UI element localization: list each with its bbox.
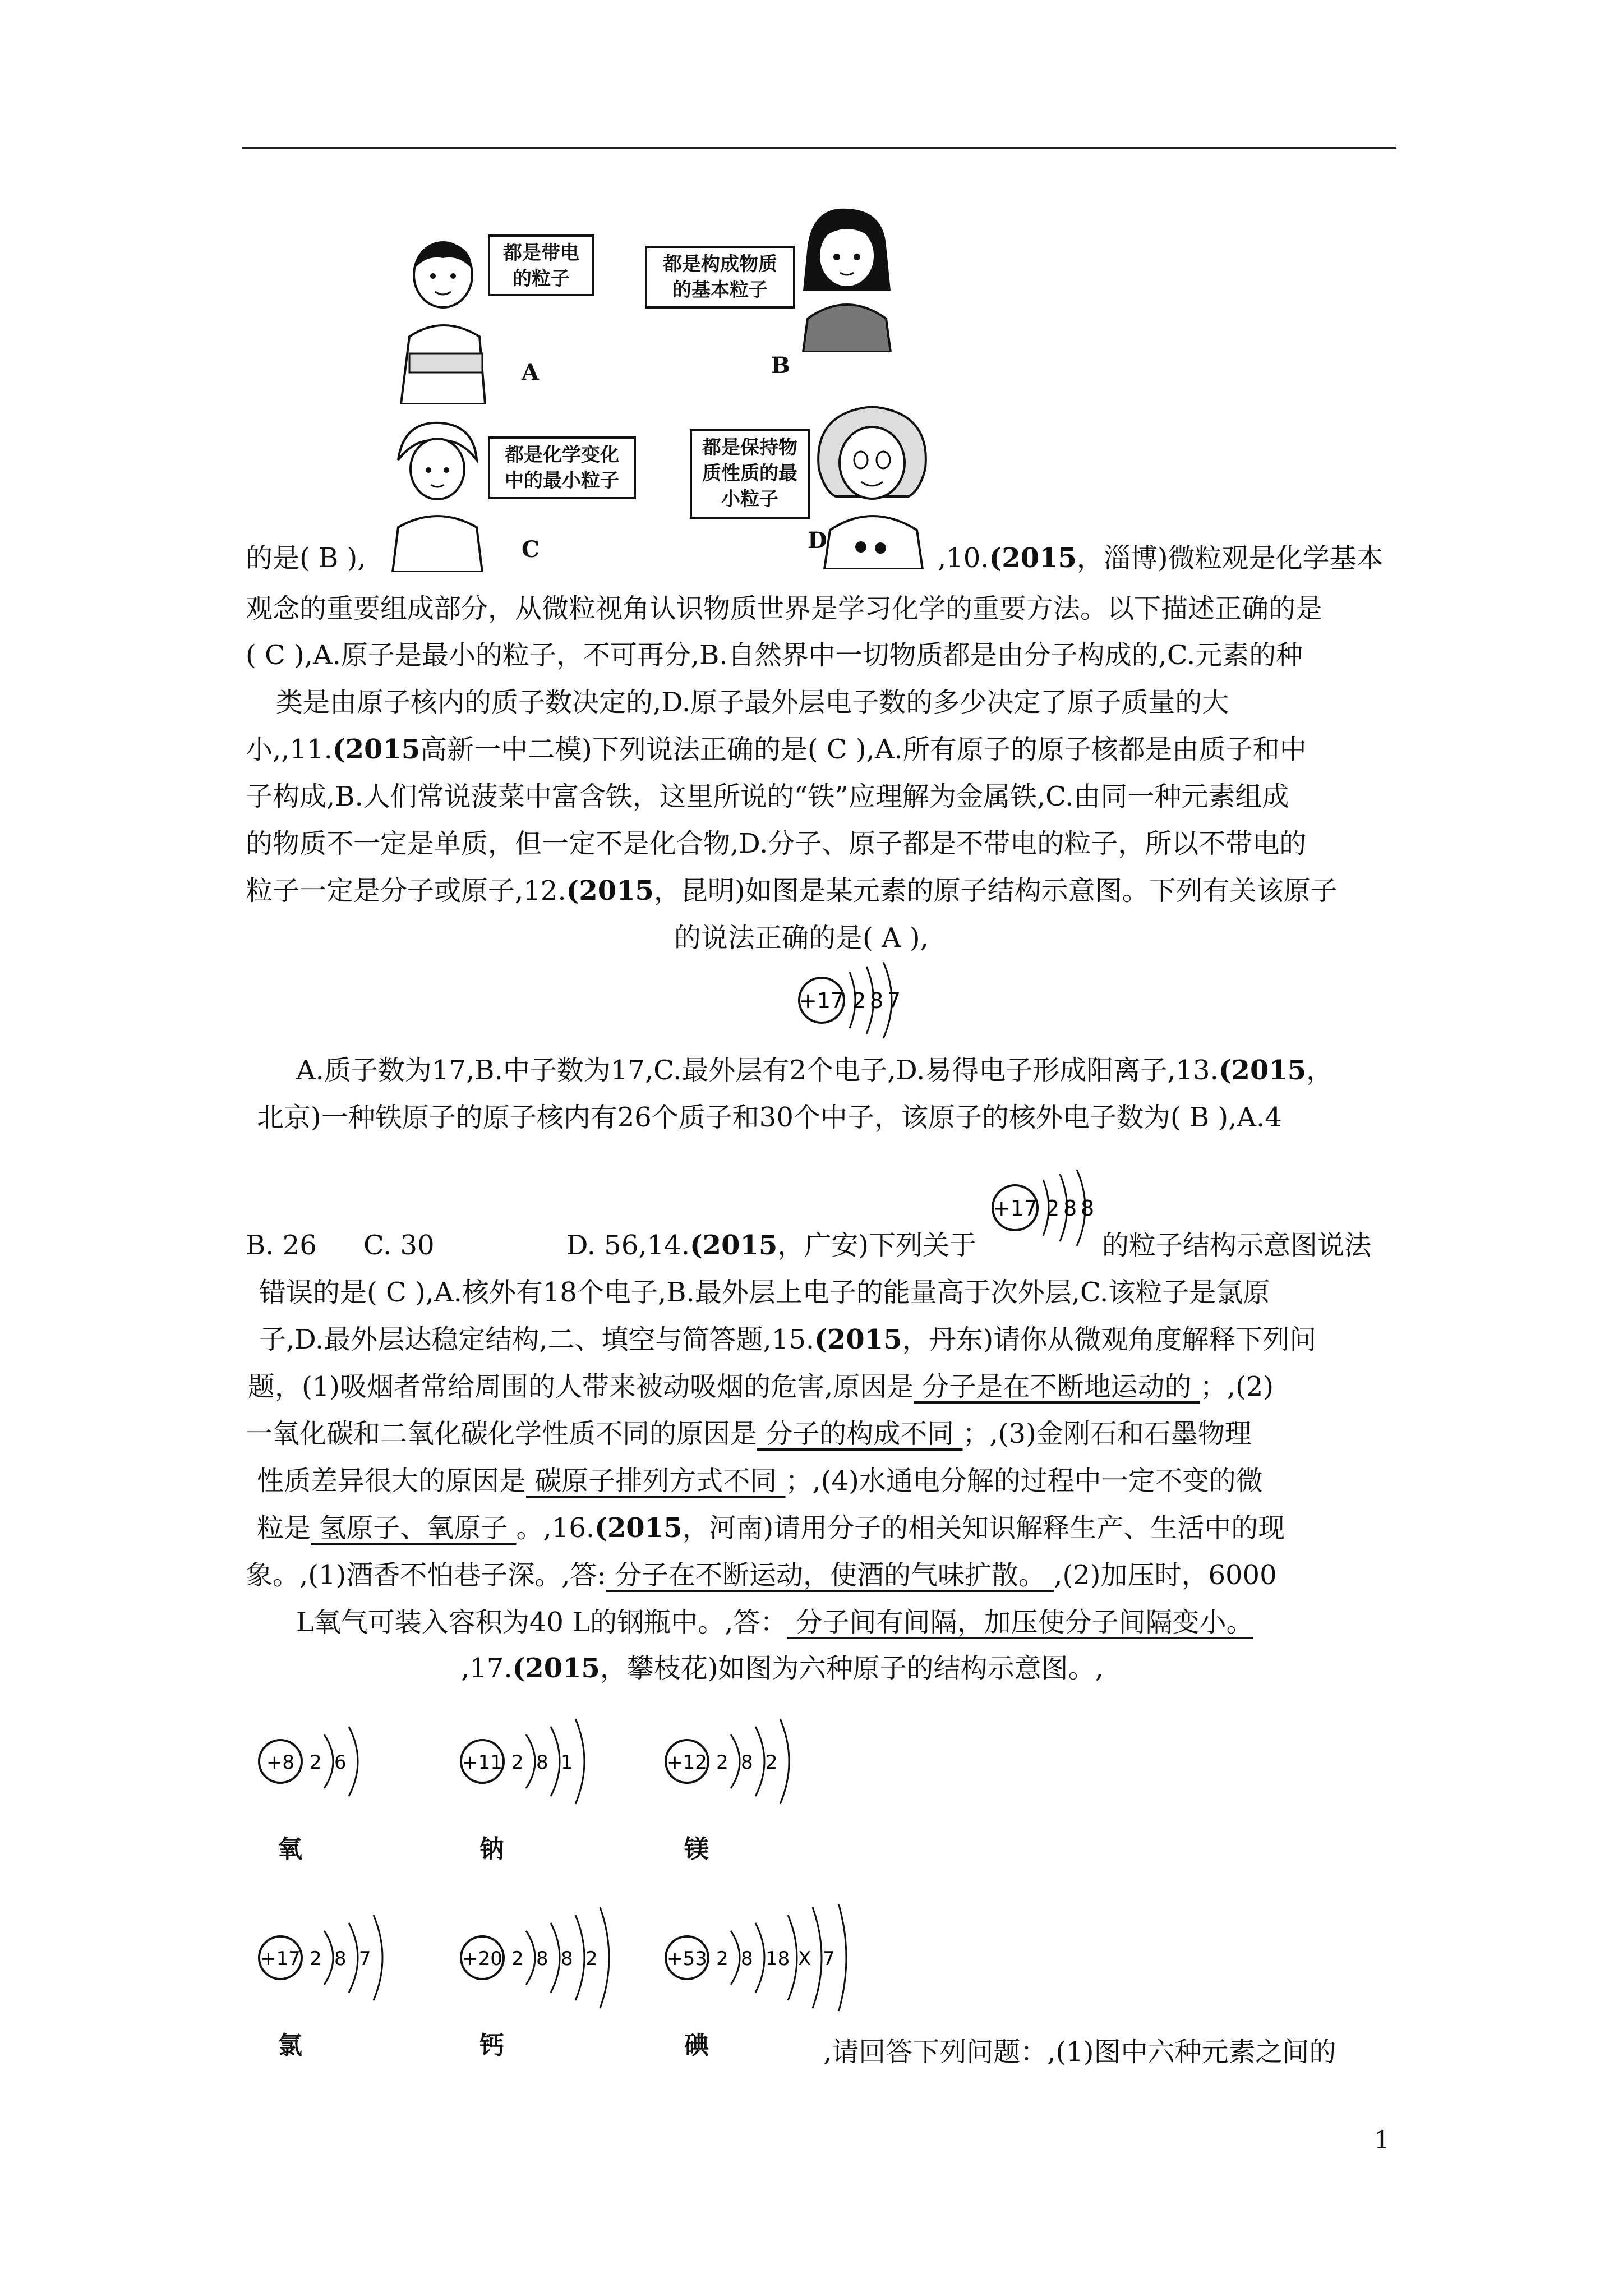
option-b: B. 26 <box>246 1230 317 1261</box>
atom-diagram <box>247 1708 449 1815</box>
text-segment: ，淄博)微粒观是化学基本 <box>1076 542 1384 574</box>
year-label: (2015 <box>814 1324 902 1355</box>
text-segment: ,10. <box>938 542 989 574</box>
atom-diagram <box>449 1904 651 2011</box>
page-number: 1 <box>1374 2126 1390 2155</box>
electron-shell-arc <box>374 1915 382 2000</box>
text-segment: 象。,(1)酒香不怕巷子深。,答: <box>246 1559 606 1591</box>
option-c: C. 30 <box>363 1230 435 1261</box>
text-segment: ；,(4)水通电分解的过程中一定不变的微 <box>785 1465 1263 1497</box>
shell-electrons: 2 <box>716 1751 728 1774</box>
electron-shell-arc <box>837 1904 846 2011</box>
text-line: 类是由原子核内的质子数决定的,D.原子最外层电子数的多少决定了原子质量的大 <box>276 687 1229 718</box>
speech-line: 小粒子 <box>721 488 778 510</box>
caption-a: A <box>522 359 540 385</box>
answer-blank: 分子在不断运动，使酒的气味扩散。 <box>606 1559 1054 1591</box>
girl-c-illustration <box>381 415 488 572</box>
text-line <box>938 541 1384 575</box>
shell-electrons: 8 <box>561 1948 573 1970</box>
nucleus-label: +17 <box>260 1948 301 1970</box>
text-line: 北京)一种铁原子的原子核内有26个质子和30个中子，该原子的核外电子数为( B ),A.4 <box>257 1102 1282 1133</box>
answer-blank: 氢原子、氧原子 <box>311 1512 517 1544</box>
shell-electrons: 18 <box>766 1948 790 1970</box>
speech-line: 的粒子 <box>513 268 570 290</box>
caption-b: B <box>771 352 790 379</box>
shell-electrons: 8 <box>1063 1196 1077 1221</box>
caption-c: C <box>522 536 540 563</box>
caption-d: D <box>808 527 827 554</box>
shell-electrons: X <box>798 1948 811 1970</box>
shell-electrons: 7 <box>823 1948 835 1970</box>
text-segment: ，广安)下列关于 <box>777 1230 977 1261</box>
text-line <box>248 1370 1274 1404</box>
electron-shell-arc <box>755 1727 764 1796</box>
text-segment: ,(2)加压时，6000 <box>1054 1559 1277 1591</box>
atom-diagram <box>653 1904 855 2011</box>
nucleus-label: +17 <box>992 1196 1038 1221</box>
text-line <box>461 1651 1104 1685</box>
text-segment: ，河南)请用分子的相关知识解释生产、生活中的现 <box>682 1512 1285 1544</box>
electron-shell-arc <box>780 1719 789 1804</box>
text-line <box>246 733 1307 766</box>
text-segment: A.质子数为17,B.中子数为17,C.最外层有2个电子,D.易得电子形成阳离子,13. <box>296 1055 1219 1086</box>
text-segment: ；,(3)金刚石和石墨物理 <box>962 1418 1252 1450</box>
header-rule <box>242 147 1396 149</box>
shell-electrons: 2 <box>766 1751 778 1774</box>
text-segment: 小,,11. <box>246 734 333 765</box>
shell-electrons: 7 <box>887 988 901 1013</box>
shell-electrons: 8 <box>741 1948 753 1970</box>
text-line <box>296 1053 1333 1087</box>
atom-diagram-q12 <box>791 962 914 1041</box>
shell-electrons: 8 <box>1081 1196 1095 1221</box>
speech-bubble-d <box>690 429 810 519</box>
year-label: (2015 <box>332 734 421 765</box>
text-line <box>246 541 366 575</box>
speech-bubble-a <box>488 234 594 296</box>
year-label: (2015 <box>566 875 654 907</box>
electron-shell-arc <box>813 1907 822 2008</box>
electron-shell-arc <box>526 1734 535 1788</box>
shell-electrons: 2 <box>852 988 866 1013</box>
text-line <box>566 1228 976 1262</box>
nucleus-label: +20 <box>462 1948 502 1970</box>
shell-electrons: 2 <box>310 1948 322 1970</box>
year-label: (2015 <box>594 1512 683 1544</box>
boy-illustration <box>387 236 499 404</box>
text-line <box>246 1558 1277 1592</box>
text-line <box>363 1228 435 1262</box>
nucleus-label: +11 <box>462 1751 502 1774</box>
element-name-label: 碘 <box>684 2031 709 2060</box>
element-name-label: 钠 <box>479 1835 504 1864</box>
electron-shell-arc <box>324 1931 333 1985</box>
text-line <box>246 874 1338 908</box>
shell-electrons: 8 <box>334 1948 347 1970</box>
text-segment: ；,(2) <box>1200 1371 1274 1402</box>
shell-electrons: 8 <box>870 988 884 1013</box>
text-line <box>259 1323 1316 1356</box>
text-line: 观念的重要组成部分，从微粒视角认识物质世界是学习化学的重要方法。以下描述正确的是 <box>246 593 1323 624</box>
text-segment: 题，(1)吸烟者常给周围的人带来被动吸烟的危害,原因是 <box>248 1371 914 1402</box>
text-segment: 粒是 <box>257 1512 311 1544</box>
text-segment: 子,D.最外层达稳定结构,二、填空与简答题,15. <box>259 1324 815 1355</box>
text-segment: 粒子一定是分子或原子,12. <box>246 875 566 907</box>
answer-blank: 分子的构成不同 <box>757 1418 963 1450</box>
atom-diagram <box>449 1708 651 1815</box>
electron-shell-arc <box>551 1727 560 1796</box>
shell-electrons: 2 <box>511 1751 524 1774</box>
atom-diagram <box>247 1904 449 2011</box>
text-segment: 一氧化碳和二氧化碳化学性质不同的原因是 <box>246 1418 758 1450</box>
shell-electrons: 2 <box>511 1948 524 1970</box>
text-line: ,请回答下列问题：,(1)图中六种元素之间的 <box>823 2036 1336 2068</box>
element-name-label: 钙 <box>479 2031 504 2060</box>
text-segment: L氧气可装入容积为40 L的钢瓶中。,答： <box>296 1607 787 1638</box>
shell-electrons: 8 <box>741 1751 753 1774</box>
shell-electrons: 8 <box>536 1751 548 1774</box>
text-segment: ， <box>1306 1055 1334 1086</box>
year-label: (2015 <box>689 1230 778 1261</box>
year-label: (2015 <box>512 1653 600 1684</box>
answer-blank: 分子是在不断地运动的 <box>914 1371 1200 1402</box>
electron-shell-arc <box>324 1734 333 1788</box>
nucleus-label: +8 <box>266 1751 295 1774</box>
shell-electrons: 2 <box>310 1751 322 1774</box>
text-segment: ,17. <box>461 1653 513 1684</box>
shell-electrons: 1 <box>561 1751 573 1774</box>
nucleus-label: +12 <box>667 1751 707 1774</box>
shell-electrons: 8 <box>536 1948 548 1970</box>
nucleus-label: +53 <box>667 1948 707 1970</box>
text-segment: 性质差异很大的原因是 <box>257 1465 527 1497</box>
text-line <box>296 1605 1253 1639</box>
girl-illustration <box>791 206 897 352</box>
speech-line: 都是保持物 <box>702 436 797 459</box>
text-line: 的粒子结构示意图说法 <box>1102 1230 1372 1261</box>
electron-shell-arc <box>575 1719 584 1804</box>
speech-bubble-b <box>645 246 795 309</box>
electron-shell-arc <box>600 1907 609 2008</box>
answer-blank: 分子间有间隔，加压使分子间隔变小。 <box>787 1607 1253 1638</box>
text-line: 的物质不一定是单质，但一定不是化合物,D.分子、原子都是不带电的粒子，所以不带电的 <box>246 828 1307 859</box>
atom-diagram <box>653 1708 855 1815</box>
year-label: (2015 <box>989 542 1077 574</box>
speech-line: 质性质的最 <box>702 462 797 485</box>
text-segment: ，丹东)请你从微观角度解释下列问 <box>902 1324 1317 1355</box>
text-line: 错误的是( C ),A.核外有18个电子,B.最外层上电子的能量高于次外层,C.该粒子是氯原 <box>259 1277 1270 1308</box>
speech-line: 都是构成物质 <box>663 253 777 275</box>
element-name-label: 镁 <box>684 1835 709 1864</box>
speech-line: 中的最小粒子 <box>505 470 619 492</box>
text-segment: 的是( B ), <box>246 542 366 574</box>
text-segment: D. 56,14. <box>566 1230 690 1261</box>
nucleus-label: +17 <box>799 988 845 1013</box>
speech-line: 都是带电 <box>503 242 579 264</box>
electron-shell-arc <box>349 1727 358 1796</box>
shell-electrons: 7 <box>359 1948 371 1970</box>
electron-shell-arc <box>731 1734 740 1788</box>
shell-electrons: 2 <box>585 1948 598 1970</box>
text-line: 子构成,B.人们常说菠菜中富含铁，这里所说的“铁”应理解为金属铁,C.由同一种元素组成 <box>246 781 1289 812</box>
element-name-label: 氧 <box>278 1835 302 1864</box>
answer-blank: 碳原子排列方式不同 <box>526 1465 786 1497</box>
shell-electrons: 6 <box>334 1751 347 1774</box>
text-line: 的说法正确的是( A ), <box>674 922 929 954</box>
text-line: ( C ),A.原子是最小的粒子，不可再分,B.自然界中一切物质都是由分子构成的,C.元素的种 <box>246 639 1303 671</box>
speech-line: 都是化学变化 <box>505 444 619 466</box>
text-segment: ，昆明)如图是某元素的原子结构示意图。下列有关该原子 <box>653 875 1338 907</box>
speech-bubble-c <box>488 436 636 499</box>
electron-shell-arc <box>755 1923 764 1993</box>
electron-shell-arc <box>349 1923 358 1993</box>
electron-shell-arc <box>526 1931 535 1985</box>
atom-diagram-q14 <box>965 1170 1099 1248</box>
text-line <box>246 1228 317 1262</box>
text-line <box>257 1464 1263 1498</box>
shell-electrons: 2 <box>716 1948 728 1970</box>
text-line <box>246 1417 1252 1451</box>
speech-line: 的基本粒子 <box>672 279 768 301</box>
shell-electrons: 2 <box>1046 1196 1060 1221</box>
element-name-label: 氯 <box>278 2031 302 2060</box>
electron-shell-arc <box>575 1915 584 2000</box>
year-label: (2015 <box>1218 1055 1307 1086</box>
electron-shell-arc <box>551 1923 560 1993</box>
text-segment: 。,16. <box>516 1512 595 1544</box>
electron-shell-arc <box>731 1931 740 1985</box>
text-segment: 高新一中二模)下列说法正确的是( C ),A.所有原子的原子核都是由质子和中 <box>420 734 1307 765</box>
text-segment: ，攀枝花)如图为六种原子的结构示意图。, <box>600 1653 1104 1684</box>
text-line <box>257 1511 1285 1545</box>
